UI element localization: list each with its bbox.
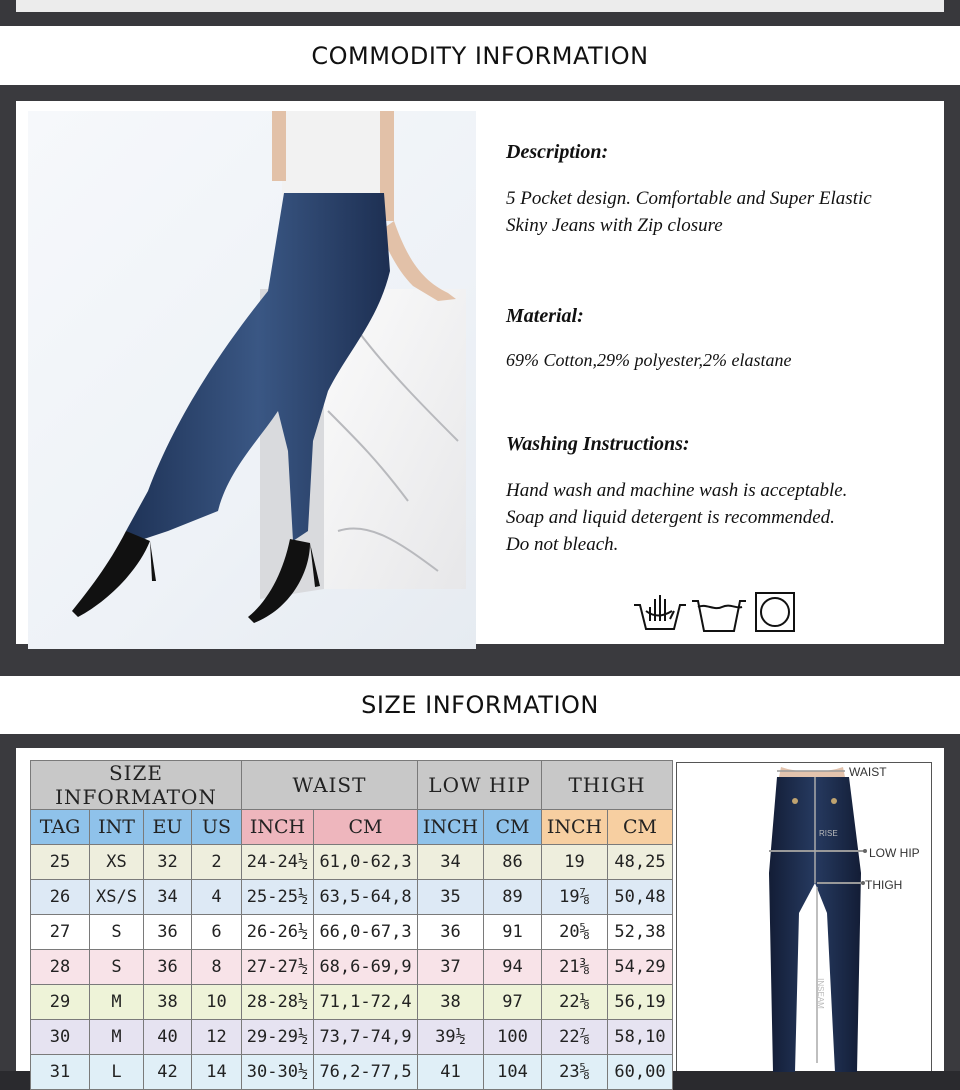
table-cell-hip-cm: 86: [484, 845, 542, 880]
table-cell-hip-inch: 36: [418, 915, 484, 950]
table-cell-hip-cm: 91: [484, 915, 542, 950]
table-cell-thigh-inch: 19: [542, 845, 608, 880]
table-cell-int: S: [90, 915, 144, 950]
table-cell-waist-inch: 30-30½: [242, 1055, 314, 1090]
table-cell-waist-cm: 63,5-64,8: [314, 880, 418, 915]
hand-wash-icon: [634, 595, 686, 629]
commodity-content: [16, 101, 944, 644]
label-rise: RISE: [819, 829, 838, 838]
washing-heading: Washing Instructions:: [506, 433, 690, 455]
table-cell-eu: 36: [144, 915, 192, 950]
table-cell-tag: 29: [31, 985, 90, 1020]
table-cell-us: 6: [192, 915, 242, 950]
table-cell-tag: 27: [31, 915, 90, 950]
table-row: [31, 1055, 673, 1090]
table-cell-thigh-cm: 58,10: [608, 1020, 673, 1055]
table-cell-hip-cm: 100: [484, 1020, 542, 1055]
column-header-thigh-cm: CM: [608, 810, 673, 845]
top-strip: [0, 0, 960, 26]
table-cell-eu: 36: [144, 950, 192, 985]
model-illustration: [28, 111, 476, 649]
table-cell-hip-inch: 35: [418, 880, 484, 915]
column-header-waist-inch: INCH: [242, 810, 314, 845]
material-text: 69% Cotton,29% polyester,2% elastane: [506, 350, 792, 370]
table-cell-thigh-inch: 19⅞: [542, 880, 608, 915]
size-banner: [0, 676, 960, 734]
table-cell-thigh-cm: 50,48: [608, 880, 673, 915]
column-header-int: INT: [90, 810, 144, 845]
table-cell-thigh-inch: 23⅝: [542, 1055, 608, 1090]
size-table: [30, 760, 673, 1090]
table-cell-hip-inch: 37: [418, 950, 484, 985]
table-cell-waist-cm: 66,0-67,3: [314, 915, 418, 950]
care-icons: [632, 585, 802, 635]
table-cell-waist-inch: 29-29½: [242, 1020, 314, 1055]
table-row: [31, 1020, 673, 1055]
description-line: 5 Pocket design. Comfortable and Super Elastic: [506, 188, 872, 209]
table-cell-int: L: [90, 1055, 144, 1090]
description-text: [506, 185, 872, 239]
label-waist: WAIST: [849, 765, 887, 779]
table-cell-waist-cm: 76,2-77,5: [314, 1055, 418, 1090]
group-header-size: SIZE INFORMATON: [31, 761, 242, 810]
table-cell-thigh-inch: 20⅝: [542, 915, 608, 950]
commodity-title: COMMODITY INFORMATION: [311, 41, 649, 70]
table-cell-us: 2: [192, 845, 242, 880]
table-cell-hip-cm: 94: [484, 950, 542, 985]
table-cell-us: 8: [192, 950, 242, 985]
label-inseam: INSEAM: [815, 978, 825, 1009]
table-cell-tag: 25: [31, 845, 90, 880]
tumble-dry-icon: [756, 593, 794, 631]
table-cell-eu: 40: [144, 1020, 192, 1055]
white-top: [282, 111, 382, 195]
table-cell-waist-cm: 61,0-62,3: [314, 845, 418, 880]
table-cell-waist-inch: 24-24½: [242, 845, 314, 880]
washing-line: Hand wash and machine wash is acceptable.: [506, 480, 848, 501]
label-thigh: THIGH: [865, 878, 903, 892]
table-cell-eu: 34: [144, 880, 192, 915]
table-row: [31, 950, 673, 985]
machine-wash-icon: [692, 601, 746, 631]
table-row: [31, 845, 673, 880]
group-header-thigh: THIGH: [542, 761, 673, 810]
table-cell-thigh-cm: 56,19: [608, 985, 673, 1020]
column-header-tag: TAG: [31, 810, 90, 845]
table-cell-us: 10: [192, 985, 242, 1020]
group-header-low-hip: LOW HIP: [418, 761, 542, 810]
table-cell-thigh-cm: 54,29: [608, 950, 673, 985]
table-cell-hip-inch: 41: [418, 1055, 484, 1090]
column-header-us: US: [192, 810, 242, 845]
washing-text: [506, 477, 847, 558]
table-row: [31, 915, 673, 950]
description-heading: Description:: [506, 141, 609, 163]
table-cell-thigh-inch: 22⅛: [542, 985, 608, 1020]
table-cell-tag: 31: [31, 1055, 90, 1090]
table-cell-int: XS: [90, 845, 144, 880]
table-cell-waist-inch: 25-25½: [242, 880, 314, 915]
measurement-diagram: [676, 762, 932, 1071]
table-cell-hip-cm: 104: [484, 1055, 542, 1090]
table-cell-hip-cm: 89: [484, 880, 542, 915]
table-cell-thigh-cm: 60,00: [608, 1055, 673, 1090]
column-header-waist-cm: CM: [314, 810, 418, 845]
table-cell-hip-cm: 97: [484, 985, 542, 1020]
table-cell-eu: 42: [144, 1055, 192, 1090]
table-cell-eu: 38: [144, 985, 192, 1020]
table-cell-us: 14: [192, 1055, 242, 1090]
product-photo: [28, 111, 476, 649]
top-strip-inner: [16, 0, 944, 12]
table-cell-thigh-inch: 22⅞: [542, 1020, 608, 1055]
table-cell-thigh-cm: 48,25: [608, 845, 673, 880]
washing-line: Do not bleach.: [506, 534, 619, 555]
column-header-hip-inch: INCH: [418, 810, 484, 845]
table-cell-waist-inch: 26-26½: [242, 915, 314, 950]
table-cell-waist-cm: 71,1-72,4: [314, 985, 418, 1020]
table-cell-int: M: [90, 1020, 144, 1055]
washing-line: Soap and liquid detergent is recommended.: [506, 507, 835, 528]
table-cell-tag: 30: [31, 1020, 90, 1055]
table-cell-us: 4: [192, 880, 242, 915]
table-cell-hip-inch: 39½: [418, 1020, 484, 1055]
table-cell-waist-inch: 28-28½: [242, 985, 314, 1020]
column-header-eu: EU: [144, 810, 192, 845]
table-cell-tag: 26: [31, 880, 90, 915]
size-title: SIZE INFORMATION: [361, 691, 599, 719]
label-low-hip: LOW HIP: [869, 846, 920, 860]
size-panel: [0, 734, 960, 1082]
table-cell-eu: 32: [144, 845, 192, 880]
material-heading: Material:: [506, 305, 584, 327]
column-header-thigh-inch: INCH: [542, 810, 608, 845]
commodity-panel: [0, 85, 960, 676]
table-row: [31, 985, 673, 1020]
table-row: [31, 880, 673, 915]
table-cell-us: 12: [192, 1020, 242, 1055]
size-content: [16, 748, 944, 1082]
table-cell-waist-cm: 73,7-74,9: [314, 1020, 418, 1055]
table-cell-thigh-inch: 21⅜: [542, 950, 608, 985]
table-cell-waist-cm: 68,6-69,9: [314, 950, 418, 985]
table-cell-thigh-cm: 52,38: [608, 915, 673, 950]
description-line: Skiny Jeans with Zip closure: [506, 215, 723, 236]
column-header-hip-cm: CM: [484, 810, 542, 845]
commodity-banner: [0, 26, 960, 85]
table-cell-int: M: [90, 985, 144, 1020]
group-header-waist: WAIST: [242, 761, 418, 810]
table-cell-int: XS/S: [90, 880, 144, 915]
table-cell-hip-inch: 38: [418, 985, 484, 1020]
table-cell-hip-inch: 34: [418, 845, 484, 880]
table-cell-int: S: [90, 950, 144, 985]
table-cell-waist-inch: 27-27½: [242, 950, 314, 985]
jeans-diagram-illustration: [677, 763, 933, 1072]
table-cell-tag: 28: [31, 950, 90, 985]
